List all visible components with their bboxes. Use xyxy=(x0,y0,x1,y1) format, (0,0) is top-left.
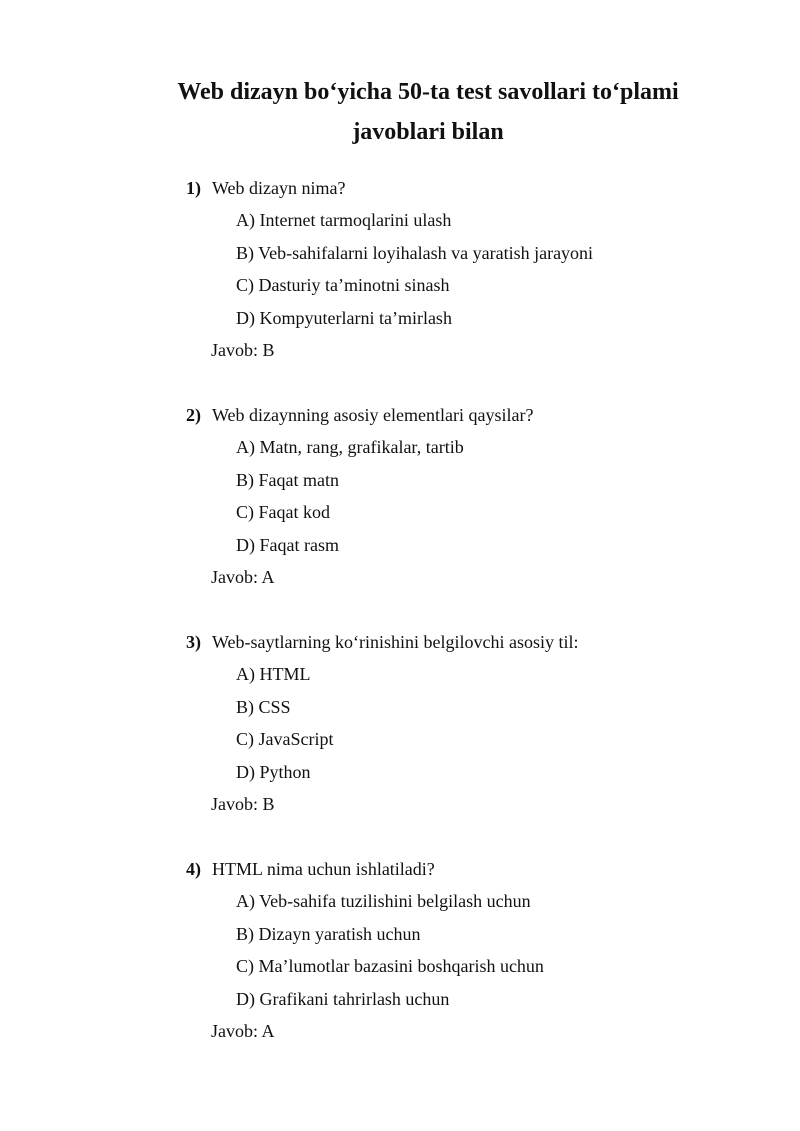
answer-line: Javob: B xyxy=(211,794,275,814)
option-d: D) Kompyuterlarni ta’mirlash xyxy=(236,308,452,328)
answer-line: Javob: B xyxy=(211,340,275,360)
option-d: D) Python xyxy=(236,762,311,782)
question-text: Web dizaynning asosiy elementlari qaysilar? xyxy=(212,405,534,425)
answer-line: Javob: A xyxy=(211,567,275,587)
page-title-continued: javoblari bilan xyxy=(352,119,504,145)
page-title: Web dizayn bo‘yicha 50-ta test savollari to‘plami xyxy=(177,79,679,105)
option-c: C) Faqat kod xyxy=(236,502,330,522)
option-c: C) JavaScript xyxy=(236,729,334,749)
question-heading xyxy=(186,631,579,653)
question-number: 2) xyxy=(186,405,201,425)
option-b: B) CSS xyxy=(236,697,291,717)
option-a: A) Veb-sahifa tuzilishini belgilash uchun xyxy=(236,891,531,911)
question-text: Web dizayn nima? xyxy=(212,178,346,198)
option-c: C) Dasturiy ta’minotni sinash xyxy=(236,275,450,295)
question-number: 1) xyxy=(186,178,201,198)
option-a: A) Matn, rang, grafikalar, tartib xyxy=(236,437,464,457)
option-a: A) HTML xyxy=(236,664,311,684)
question-heading xyxy=(186,177,346,199)
option-d: D) Grafikani tahrirlash uchun xyxy=(236,989,450,1009)
question-number: 4) xyxy=(186,859,201,879)
question-number: 3) xyxy=(186,632,201,652)
option-d: D) Faqat rasm xyxy=(236,535,339,555)
question-heading xyxy=(186,858,435,880)
option-c: C) Ma’lumotlar bazasini boshqarish uchun xyxy=(236,956,544,976)
option-b: B) Faqat matn xyxy=(236,470,339,490)
option-b: B) Dizayn yaratish uchun xyxy=(236,924,421,944)
option-a: A) Internet tarmoqlarini ulash xyxy=(236,210,452,230)
question-text: Web-saytlarning ko‘rinishini belgilovchi asosiy til: xyxy=(212,632,579,652)
option-b: B) Veb-sahifalarni loyihalash va yaratish jarayoni xyxy=(236,243,594,263)
question-text: HTML nima uchun ishlatiladi? xyxy=(212,859,435,879)
answer-line: Javob: A xyxy=(211,1021,275,1041)
question-heading xyxy=(186,404,533,426)
